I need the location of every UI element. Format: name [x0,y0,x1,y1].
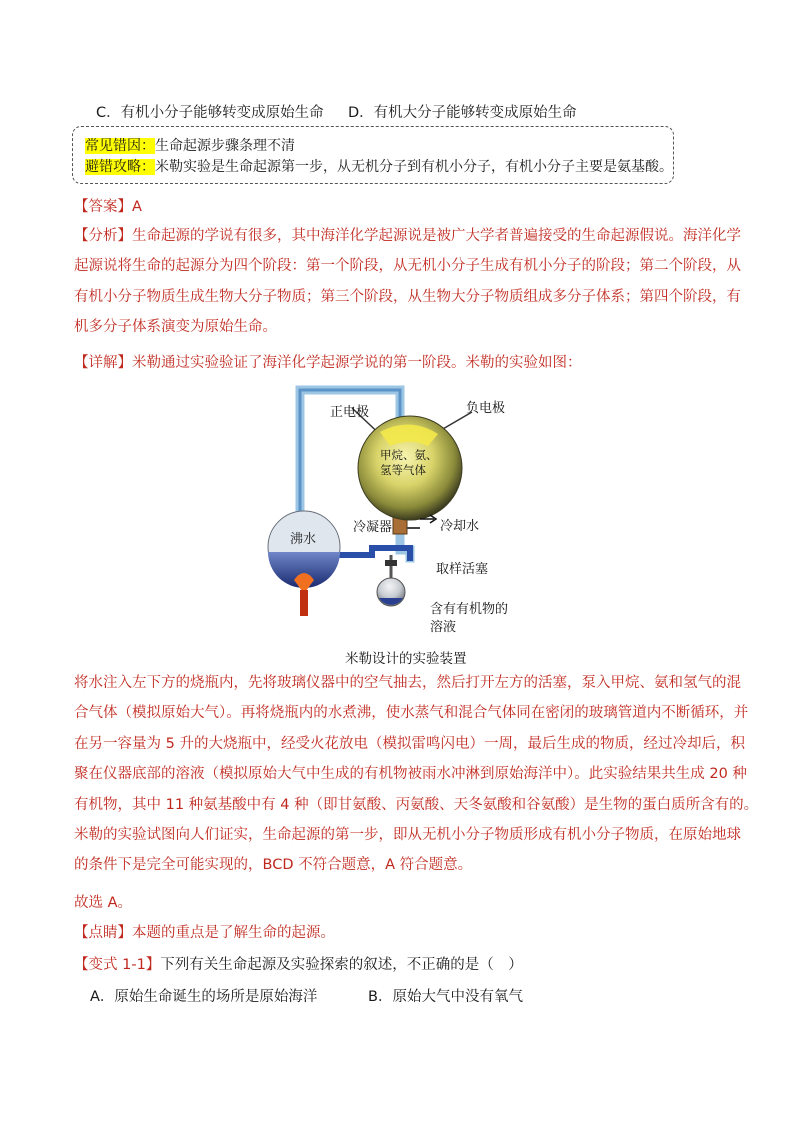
analysis-tag: 【分析】 [74,228,132,244]
solution-label-line-2: 溶液 [430,620,457,635]
explanation-line-7: 的条件下是完全可能实现的，BCD 不符合题意，A 符合题意。 [74,857,473,874]
common-error-text: 生命起源步骤条理不清 [155,138,295,154]
key-point-line [74,921,335,942]
avoid-strategy-label: 避错攻略： [85,159,155,175]
analysis-line-3: 有机小分子物质生成生物大分子物质；第三个阶段，从生物大分子物质组成多分子体系；第四个阶段，有 [74,288,741,305]
cooling-water-label: 冷却水 [440,519,480,534]
miller-apparatus-figure [260,380,520,640]
analysis-paragraph [74,221,741,343]
option-d: D．有机大分子能够转变成原始生命 [348,105,577,121]
explanation-line-3: 在另一容量为 5 升的大烧瓶中，经受火花放电（模拟雷鸣闪电）一周，最后生成的物质，经过冷却后，积 [74,735,745,752]
positive-electrode-label: 正电极 [330,405,370,420]
common-error-label: 常见错因： [85,138,155,154]
avoid-strategy-line [85,156,673,176]
explanation-line-5: 有机物，其中 11 种氨基酸中有 4 种（即甘氨酸、丙氨酸、天冬氨酸和谷氨酸）是生物的蛋白质所含有的。 [74,796,759,813]
sampling-valve-label: 取样活塞 [436,562,489,577]
variant-question-text: 下列有关生命起源及实验探索的叙述，不正确的是（ ） [160,957,523,973]
boiling-water-label: 沸水 [290,532,317,547]
answer-value: A [132,199,142,215]
explanation-line-2: 合气体（模拟原始大气）。再将烧瓶内的水煮沸，使水蒸气和混合气体同在密闭的玻璃管道内不断循环，并 [74,705,749,722]
negative-electrode-label: 负电极 [466,401,506,416]
gas-label-line-2: 氢等气体 [380,463,426,477]
detail-text: 米勒通过实验验证了海洋化学起源学说的第一阶段。米勒的实验如图： [132,355,582,371]
gas-label-line-1: 甲烷、氨、 [380,448,438,462]
detail-tag: 【详解】 [74,355,132,371]
explanation-line-4: 聚在仪器底部的溶液（模拟原始大气中生成的有机物被雨水冲淋到原始海洋中）。此实验结果共生成 20 种 [74,766,747,783]
answer-tag: 【答案】 [74,199,132,215]
key-point-tag: 【点睛】 [74,925,132,941]
option-b: B．原始大气中没有氧气 [368,989,523,1005]
variant-question-line [74,953,523,974]
analysis-line-1: 【分析】生命起源的学说有很多，其中海洋化学起源说是被广大学者普遍接受的生命起源假说。海洋化学 [74,228,741,244]
variant-tag: 【变式 1-1】 [74,957,161,973]
explanation-line-1: 将水注入左下方的烧瓶内，先将玻璃仪器中的空气抽去，然后打开左方的活塞，泵入甲烷、氨和氢气的混 [74,675,741,691]
common-error-line [85,135,295,155]
conclusion-line: 故选 A。 [74,895,133,911]
tip-box [72,126,674,184]
explanation-line-6: 米勒的实验试图向人们证实，生命起源的第一步，即从无机小分子物质形成有机小分子物质，在原始地球 [74,827,741,844]
option-c: C．有机小分子能够转变成原始生命 [96,105,324,121]
explanation-paragraph [74,668,759,881]
condenser-label: 冷凝器 [353,520,393,535]
option-a: A．原始生命诞生的场所是原始海洋 [90,989,318,1005]
analysis-line-2: 起源说将生命的起源分为四个阶段：第一个阶段，从无机小分子生成有机小分子的阶段；第二个阶段，从 [74,258,741,275]
detail-line [74,351,582,372]
answer-line [74,195,142,216]
avoid-strategy-text: 米勒实验是生命起源第一步，从无机分子到有机小分子，有机小分子主要是氨基酸。 [155,159,673,175]
analysis-line-4: 机多分子体系演变为原始生命。 [74,319,277,336]
key-point-text: 本题的重点是了解生命的起源。 [132,925,335,941]
figure-caption: 米勒设计的实验装置 [345,651,467,667]
solution-label-line-1: 含有有机物的 [430,602,509,617]
